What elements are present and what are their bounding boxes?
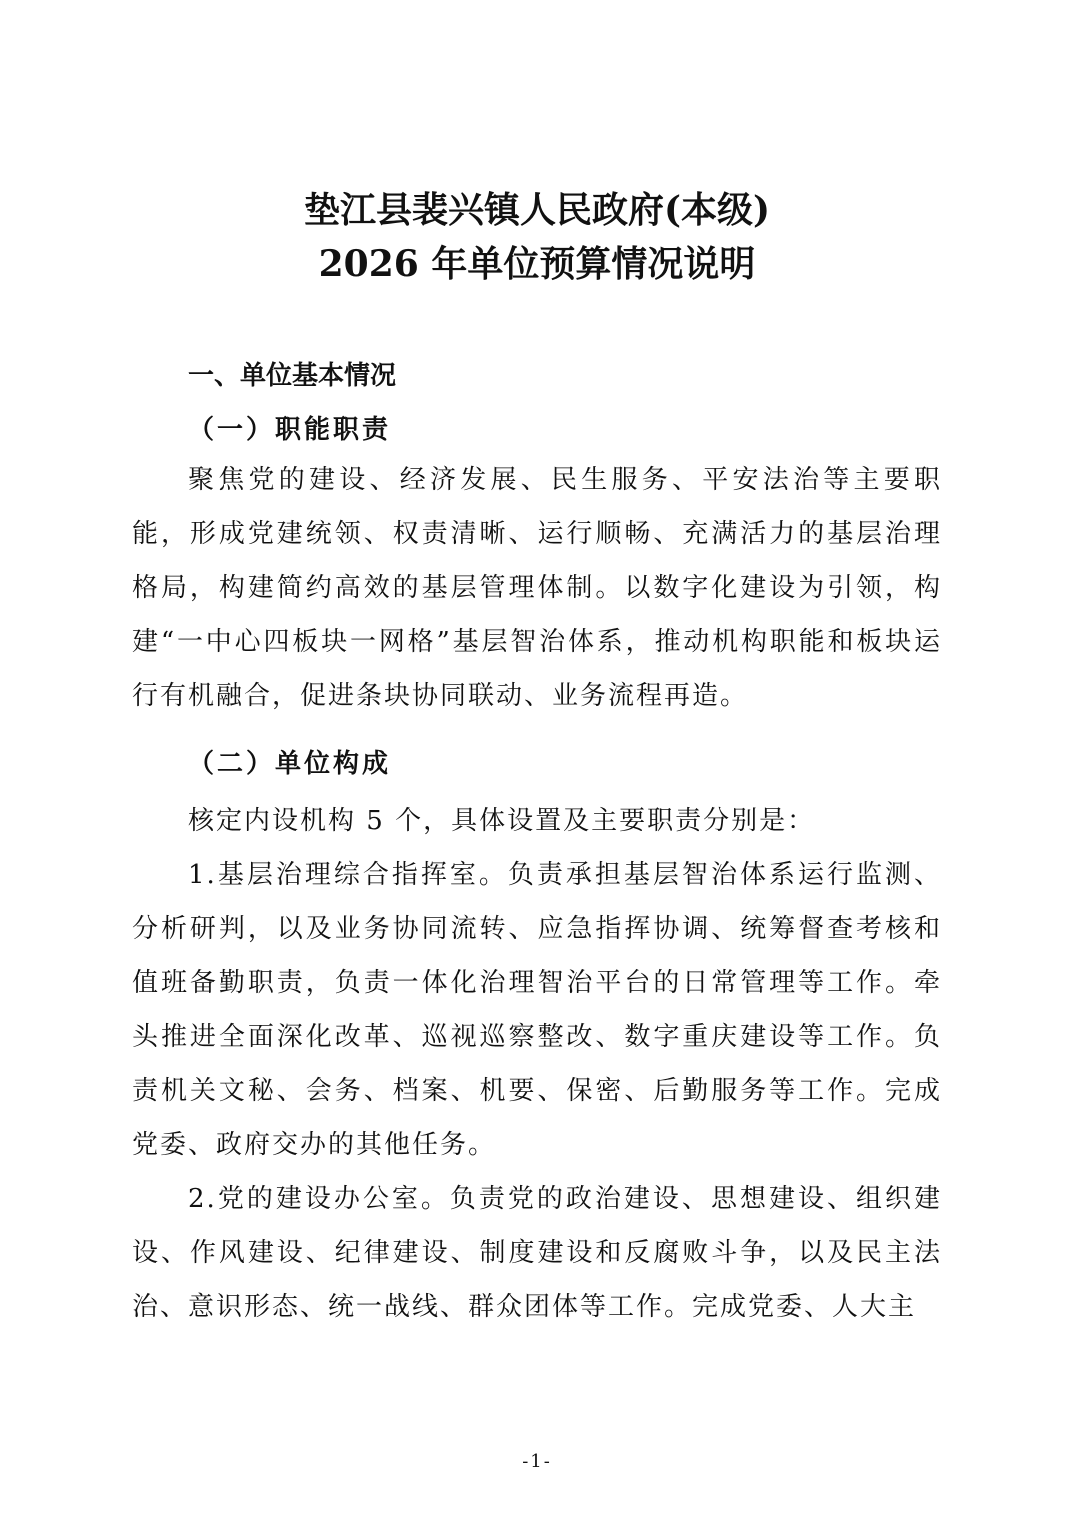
page-number: -1-: [522, 1451, 552, 1472]
subsection2-intro: 核定内设机构 5 个，具体设置及主要职责分别是：: [188, 806, 816, 836]
subsection1-heading: （一）职能职责: [188, 415, 392, 445]
unit-item-2: 2.党的建设办公室。负责党的政治建设、思想建设、组织建设、作风建设、纪律建设、制度建设和反腐败斗争，以及民主法治、意识形态、统一战线、群众团体等工作。完成党委、人大主: [132, 1184, 942, 1322]
subsection1-paragraph: 聚焦党的建设、经济发展、民生服务、平安法治等主要职能，形成党建统领、权责清晰、运行顺畅、充满活力的基层治理格局，构建简约高效的基层管理体制。以数字化建设为引领，构建“一中心四板块一网格”基层智治体系，推动机构职能和板块运行有机融合，促进条块协同联动、业务流程再造。: [132, 465, 942, 711]
subsection2-heading: （二）单位构成: [188, 749, 392, 779]
section1-heading: 一、单位基本情况: [188, 361, 397, 391]
document-title-line1: 垫江县裴兴镇人民政府(本级): [303, 189, 771, 231]
document-title-line2: 2026 年单位预算情况说明: [318, 243, 756, 285]
unit-item-1: 1.基层治理综合指挥室。负责承担基层智治体系运行监测、分析研判，以及业务协同流转、应急指挥协调、统筹督查考核和值班备勤职责，负责一体化治理智治平台的日常管理等工作。牵头推进全面深化改革、巡视巡察整改、数字重庆建设等工作。负责机关文秘、会务、档案、机要、保密、后勤服务等工作。完成党委、政府交办的其他任务。: [132, 860, 942, 1160]
